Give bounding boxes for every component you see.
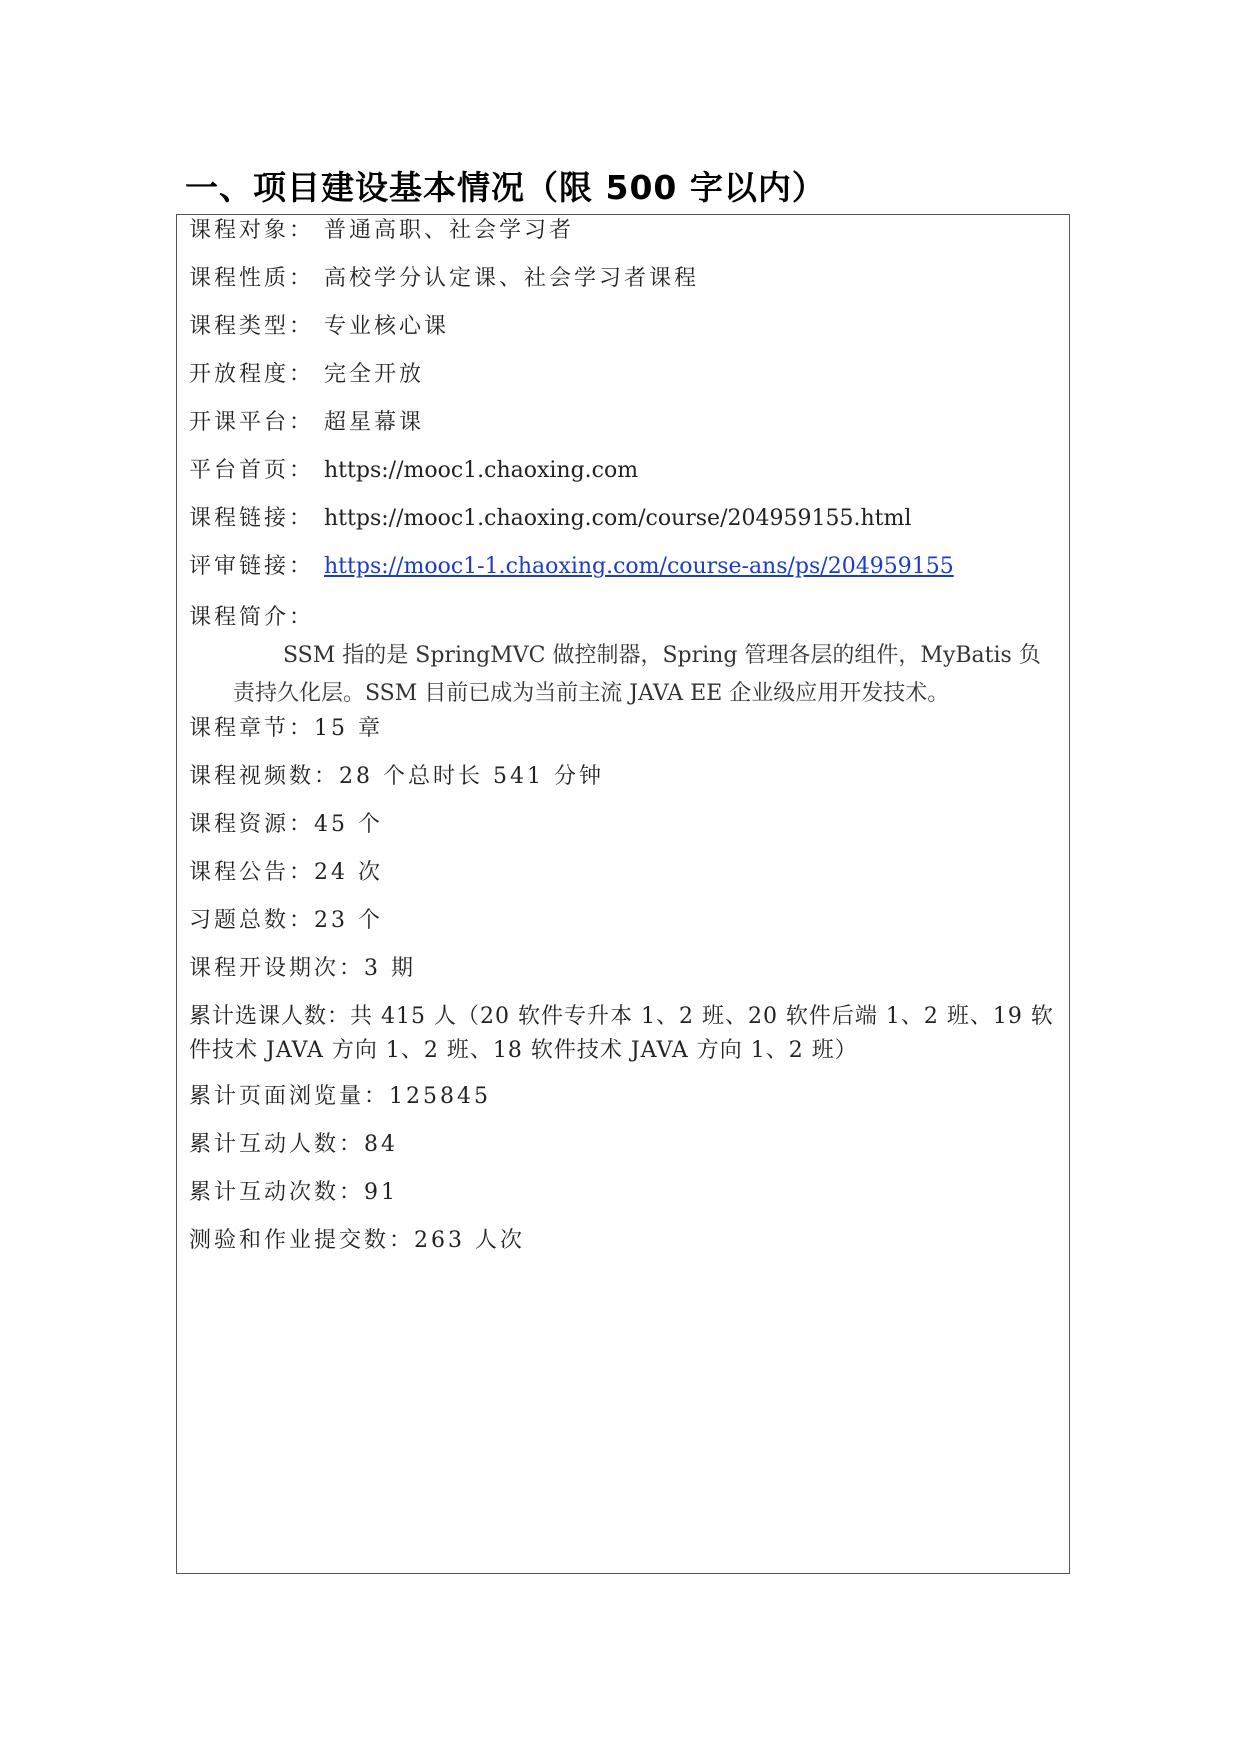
section-title: 一、项目建设基本情况（限 500 字以内） — [185, 168, 826, 207]
field-openness — [189, 361, 424, 389]
stat-announcements: 课程公告：24 次 — [189, 860, 383, 885]
field-value: 完全开放 — [324, 362, 425, 387]
field-value: 高校学分认定课、社会学习者课程 — [324, 266, 700, 291]
field-platform-home — [189, 457, 638, 485]
stat-submissions: 测验和作业提交数：263 人次 — [189, 1228, 525, 1253]
field-course-link — [189, 505, 911, 533]
field-platform — [189, 409, 424, 437]
field-review-link — [189, 553, 954, 581]
stat-videos: 课程视频数：28 个总时长 541 分钟 — [189, 764, 604, 789]
field-value: 超星幕课 — [324, 410, 425, 435]
stat-enrollment-line-1: 累计选课人数：共 415 人（20 软件专升本 1、2 班、20 软件后端 1、2 班、19 软 — [189, 1004, 1054, 1029]
field-label: 课程对象： — [189, 218, 315, 243]
stat-page-views: 累计页面浏览量：125845 — [189, 1084, 491, 1109]
field-course-type — [189, 313, 449, 341]
stat-chapters: 课程章节：15 章 — [189, 716, 383, 741]
stat-enrollment-line-2: 件技术 JAVA 方向 1、2 班、18 软件技术 JAVA 方向 1、2 班） — [189, 1038, 858, 1063]
field-label: 课程类型： — [189, 314, 315, 339]
field-label: 开放程度： — [189, 362, 315, 387]
field-value: https://mooc1.chaoxing.com/course/204959155.html — [324, 506, 912, 531]
stat-interaction-count: 累计互动次数：91 — [189, 1180, 398, 1205]
stat-terms: 课程开设期次：3 期 — [189, 956, 416, 981]
field-value: 专业核心课 — [324, 314, 450, 339]
field-value: 普通高职、社会学习者 — [324, 218, 575, 243]
intro-line-2: 责持久化层。SSM 目前已成为当前主流 JAVA EE 企业级应用开发技术。 — [233, 681, 950, 706]
field-label: 课程简介： — [189, 605, 315, 630]
field-course-nature — [189, 265, 699, 293]
field-course-audience — [189, 217, 574, 245]
field-value: https://mooc1.chaoxing.com — [324, 458, 639, 483]
field-label: 开课平台： — [189, 410, 315, 435]
review-link[interactable]: https://mooc1-1.chaoxing.com/course-ans/ps/204959155 — [324, 554, 954, 579]
field-label: 课程性质： — [189, 266, 315, 291]
intro-line-1: SSM 指的是 SpringMVC 做控制器，Spring 管理各层的组件，MyBatis 负 — [283, 643, 1041, 668]
stat-exercises: 习题总数：23 个 — [189, 908, 383, 933]
field-label: 评审链接： — [189, 554, 315, 579]
stat-resources: 课程资源：45 个 — [189, 812, 383, 837]
stat-interaction-users: 累计互动人数：84 — [189, 1132, 398, 1157]
field-label: 课程链接： — [189, 506, 315, 531]
intro-label — [189, 604, 314, 632]
field-label: 平台首页： — [189, 458, 315, 483]
